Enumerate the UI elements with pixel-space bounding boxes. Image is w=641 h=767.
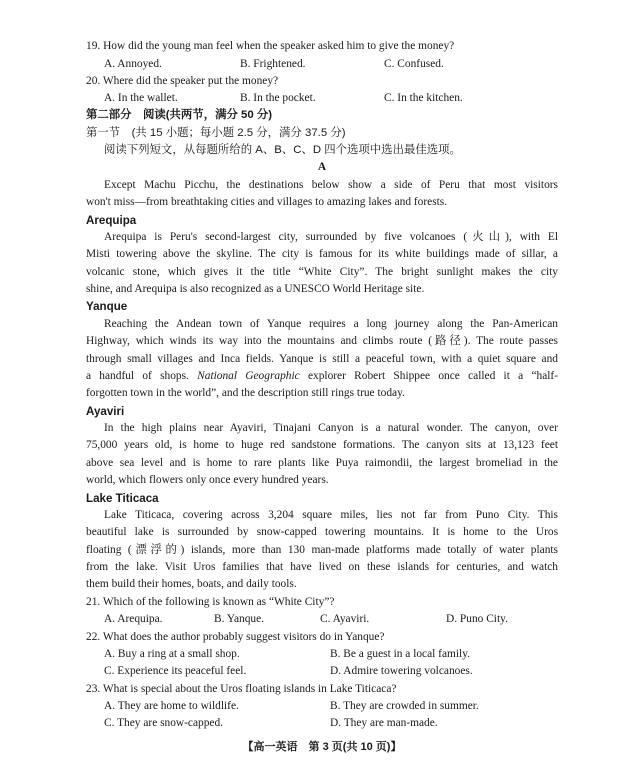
q21-option-a: A. Arequipa. (104, 613, 163, 625)
q19-option-c: C. Confused. (384, 58, 444, 70)
titicaca-line-2: beautiful lake is surrounded by snow-capped towering mountains. It is home to the Uros (86, 526, 558, 538)
q21-option-d: D. Puno City. (446, 613, 508, 625)
yanque-line-5: forgotten town in the world”, and the description still rings true today. (86, 387, 405, 399)
yanque-line-1: Reaching the Andean town of Yanque requires a long journey along the Pan-American (104, 318, 558, 330)
q19-option-a: A. Annoyed. (104, 58, 162, 70)
ayaviri-line-1: In the high plains near Ayaviri, Tinajani Canyon is a natural wonder. The canyon, over (104, 422, 558, 434)
question-21-stem: 21. Which of the following is known as “White City”? (86, 596, 335, 608)
q23-option-d: D. They are man-made. (330, 717, 438, 729)
titicaca-line-5: them build their homes, boats, and daily tools. (86, 578, 297, 590)
q20-option-b: B. In the pocket. (240, 92, 316, 104)
heading-yanque: Yanque (86, 300, 128, 313)
heading-arequipa: Arequipa (86, 214, 137, 227)
ayaviri-line-4: world, which flowers only once every hundred years. (86, 474, 329, 486)
page-footer: 【高一英语 第 3 页(共 10 页)】 (242, 741, 402, 753)
q20-option-c: C. In the kitchen. (384, 92, 463, 104)
q21-option-b: B. Yanque. (214, 613, 264, 625)
arequipa-line-2: Misti towering above the skyline. The city is famous for its white buildings made of sillar, a (86, 248, 558, 260)
q21-option-c: C. Ayaviri. (320, 613, 370, 625)
q22-option-d: D. Admire towering volcanoes. (330, 665, 473, 677)
yanque-line-4-pre: a handful of shops. (86, 370, 198, 382)
q22-option-a: A. Buy a ring at a small shop. (104, 648, 240, 660)
question-20-stem: 20. Where did the speaker put the money? (86, 75, 279, 87)
ayaviri-line-3: above sea level and is home to rare plants like Puya raimondii, the largest bromeliad in the (86, 457, 558, 469)
arequipa-line-3: volcanic stone, which gives it the title “White City”. The bright sunlight makes the city (86, 266, 558, 278)
yanque-line-3: through small villages and Inca fields. Yanque is still a peaceful town, with a quiet square and (86, 353, 558, 365)
passage-label: A (317, 161, 327, 173)
heading-ayaviri: Ayaviri (86, 405, 125, 418)
q19-option-b: B. Frightened. (240, 58, 306, 70)
part-2-title: 第二部分 阅读(共两节，满分 50 分) (86, 109, 273, 121)
q20-option-a: A. In the wallet. (104, 92, 178, 104)
section-1-title: 第一节 (共 15 小题；每小题 2.5 分，满分 37.5 分) (86, 127, 346, 139)
q23-option-a: A. They are home to wildlife. (104, 700, 239, 712)
yanque-line-2: Highway, which winds its way into the mountains and climbs route (路径). The route passes (86, 335, 558, 347)
ayaviri-line-2: 75,000 years old, is home to huge red sandstone formations. The canyon sits at 13,123 feet (86, 439, 558, 451)
reading-instructions: 阅读下列短文，从每题所给的 A、B、C、D 四个选项中选出最佳选项。 (104, 144, 461, 156)
question-23-stem: 23. What is special about the Uros floating islands in Lake Titicaca? (86, 683, 397, 695)
heading-lake-titicaca: Lake Titicaca (86, 492, 159, 505)
q23-option-c: C. They are snow-capped. (104, 717, 224, 729)
yanque-line-4-italic: National Geographic (197, 370, 300, 382)
intro-line-2: won't miss—from breathtaking cities and villages to amazing lakes and forests. (86, 196, 448, 208)
q22-option-b: B. Be a guest in a local family. (330, 648, 471, 660)
titicaca-line-3: floating (漂浮的) islands, more than 130 man-made platforms made totally of water plants (86, 544, 558, 556)
yanque-line-4 (86, 368, 558, 385)
yanque-line-4-post: explorer Robert Shippee once called it a “half- (299, 370, 558, 382)
titicaca-line-1: Lake Titicaca, covering across 3,204 square miles, lies not far from Puno City. This (104, 509, 558, 521)
question-22-stem: 22. What does the author probably suggest visitors do in Yanque? (86, 631, 385, 643)
arequipa-line-1: Arequipa is Peru's second-largest city, surrounded by five volcanoes (火山), with El (104, 231, 558, 243)
titicaca-line-4: from the lake. Visit Uros families that have lived on these islands for centuries, and watch (86, 561, 558, 573)
q23-option-b: B. They are crowded in summer. (330, 700, 479, 712)
question-19-stem: 19. How did the young man feel when the speaker asked him to give the money? (86, 40, 455, 52)
q22-option-c: C. Experience its peaceful feel. (104, 665, 247, 677)
arequipa-line-4: shine, and Arequipa is also recognized as a UNESCO World Heritage site. (86, 283, 425, 295)
intro-line-1: Except Machu Picchu, the destinations below show a side of Peru that most visitors (104, 179, 558, 191)
